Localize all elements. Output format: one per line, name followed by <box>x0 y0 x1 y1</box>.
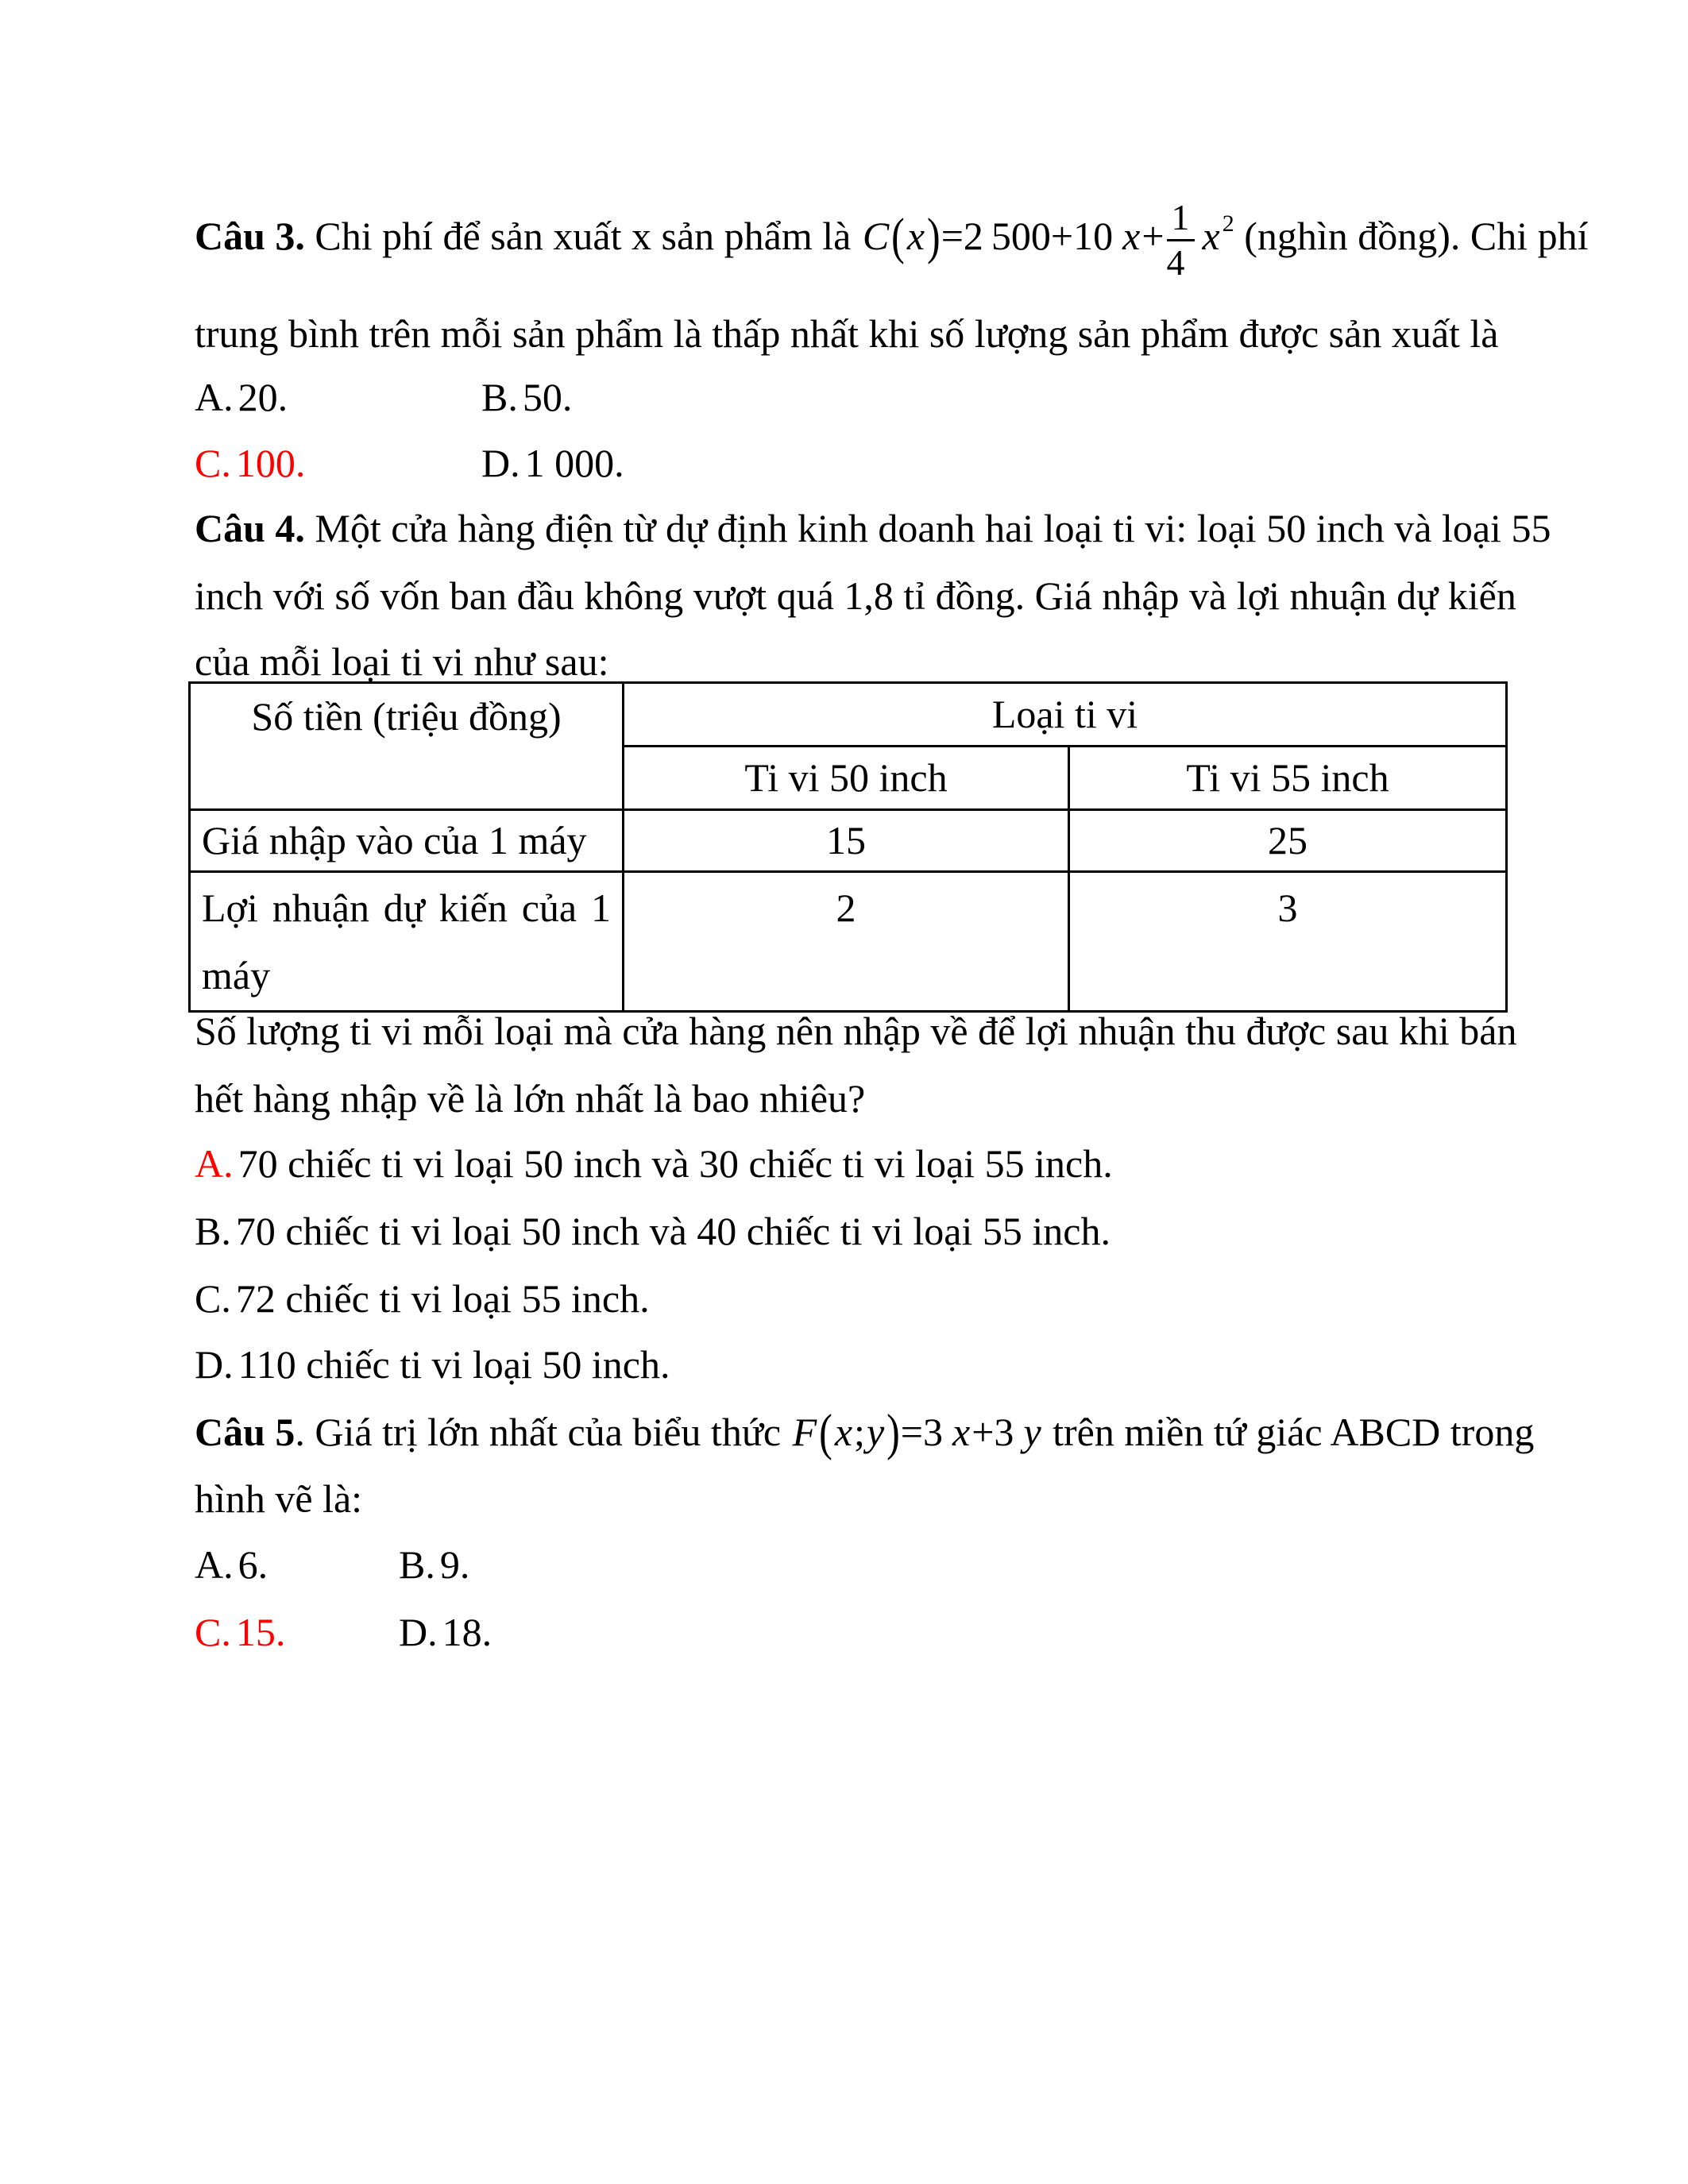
option-text: 15. <box>235 1610 286 1654</box>
option-key: C. <box>195 1276 231 1321</box>
option-key: A. <box>195 375 234 419</box>
q4-label: Câu 4. <box>195 506 305 550</box>
fraction-denominator: 4 <box>1166 242 1185 283</box>
option-text: 6. <box>238 1542 268 1587</box>
fraction-one-fourth <box>1167 196 1195 284</box>
q3-options-row2 <box>195 430 1493 497</box>
option-text: 110 chiếc ti vi loại 50 inch. <box>238 1342 670 1387</box>
formula-variable: x <box>1122 213 1141 258</box>
q3-intro-text: Chi phí để sản xuất x sản phẩm là <box>315 213 852 258</box>
q4-option-d <box>195 1331 1493 1399</box>
option-key: C. <box>195 441 231 485</box>
option-key: D. <box>399 1610 438 1654</box>
q5-line1 <box>195 1399 1535 1466</box>
option-text: 1 000. <box>524 441 624 485</box>
right-paren: ) <box>886 1403 900 1461</box>
q3-outro-text: (nghìn đồng). Chi phí <box>1244 213 1589 258</box>
option-key: A. <box>195 1141 234 1186</box>
left-paren: ( <box>891 206 905 265</box>
q3-line2: trung bình trên mỗi sản phẩm là thấp nhất khi số lượng sản phẩm được sản xuất là <box>195 311 1499 356</box>
q3-cost-formula <box>861 197 1234 283</box>
fraction-numerator: 1 <box>1167 196 1195 241</box>
option-key: A. <box>195 1542 234 1587</box>
option-key: C. <box>195 1610 231 1654</box>
q3-option-d <box>481 430 624 497</box>
option-text: 18. <box>442 1610 492 1654</box>
q3-line1 <box>195 196 1589 284</box>
q4-tail-line2: hết hàng nhập về là lớn nhất là bao nhiêu? <box>195 1076 866 1121</box>
cell-value: 2 <box>624 872 1069 1012</box>
option-key: B. <box>481 375 518 419</box>
q5-option-a <box>195 1531 399 1599</box>
table-group-header: Loại ti vi <box>624 683 1507 747</box>
q4-option-a-correct <box>195 1130 1493 1198</box>
formula-variable: x <box>952 1410 971 1454</box>
formula-separator: ; <box>854 1410 865 1454</box>
table-row-purchase-price <box>190 810 1507 872</box>
formula-variable: y <box>1023 1410 1041 1454</box>
q3-label: Câu 3. <box>195 213 305 258</box>
formula-plus: +3 <box>971 1410 1022 1454</box>
q3-option-a <box>195 364 481 431</box>
q5-line2: hình vẽ là: <box>195 1476 363 1521</box>
option-text: 72 chiếc ti vi loại 55 inch. <box>235 1276 650 1321</box>
q3-option-c-correct <box>195 430 481 497</box>
formula-variable: y <box>866 1410 885 1454</box>
q4-intro-text: Một cửa hàng điện từ dự định kinh doanh hai loại ti vi: loại 50 inch và loại 55 <box>315 506 1551 550</box>
left-paren: ( <box>819 1403 832 1461</box>
q5-objective-formula <box>791 1403 1043 1461</box>
q5-options-row1 <box>195 1531 1493 1599</box>
formula-body: =2 500+10 <box>941 213 1122 258</box>
q5-label: Câu 5 <box>195 1410 295 1454</box>
cell-value: 25 <box>1069 810 1507 872</box>
option-text: 20. <box>238 375 288 419</box>
q5-option-b <box>399 1531 469 1599</box>
cell-value: 15 <box>624 810 1069 872</box>
q4-line2: inch với số vốn ban đầu không vượt quá 1,8 tỉ đồng. Giá nhập và lợi nhuận dự kiến <box>195 573 1516 618</box>
q4-tail-line1: Số lượng ti vi mỗi loại mà cửa hàng nên nhập về để lợi nhuận thu được sau khi bán <box>195 1009 1517 1053</box>
q4-line1 <box>195 495 1551 562</box>
q4-line3: của mỗi loại ti vi như sau: <box>195 639 609 684</box>
table-col-header-50inch: Ti vi 50 inch <box>624 747 1069 810</box>
q5-outro-text: trên miền tứ giác ABCD trong <box>1053 1410 1535 1454</box>
formula-variable: x <box>906 213 925 258</box>
formula-variable: x <box>834 1410 853 1454</box>
q5-option-d <box>399 1599 492 1666</box>
row-label: Lợi nhuận dự kiến của 1 máy <box>190 872 624 1012</box>
option-text: 9. <box>439 1542 470 1587</box>
table-row-expected-profit <box>190 872 1507 1012</box>
table-col-header-55inch: Ti vi 55 inch <box>1069 747 1507 810</box>
q4-option-b <box>195 1198 1493 1265</box>
formula-variable: x <box>1202 213 1220 258</box>
option-text: 50. <box>522 375 573 419</box>
formula-function-name: F <box>792 1410 817 1454</box>
formula-body: =3 <box>900 1410 952 1454</box>
option-key: D. <box>195 1342 234 1387</box>
q3-option-b <box>481 364 572 431</box>
cell-value: 3 <box>1069 872 1507 1012</box>
tv-price-profit-table <box>188 681 1508 1013</box>
option-text: 70 chiếc ti vi loại 50 inch và 40 chiếc ti vi loại 55 inch. <box>235 1209 1111 1253</box>
formula-exponent: 2 <box>1222 210 1234 237</box>
option-text: 70 chiếc ti vi loại 50 inch và 30 chiếc ti vi loại 55 inch. <box>238 1141 1113 1186</box>
option-key: D. <box>481 441 520 485</box>
q5-options-row2 <box>195 1599 1493 1666</box>
table-corner-header: Số tiền (triệu đồng) <box>190 683 624 810</box>
formula-plus: + <box>1141 213 1165 258</box>
q4-option-c <box>195 1265 1493 1333</box>
formula-function-name: C <box>862 213 890 258</box>
option-text: 100. <box>235 441 306 485</box>
row-label: Giá nhập vào của 1 máy <box>190 810 624 872</box>
table-header-row-1 <box>190 683 1507 747</box>
q5-option-c-correct <box>195 1599 399 1666</box>
q5-intro-text: . Giá trị lớn nhất của biểu thức <box>295 1410 782 1454</box>
right-paren: ) <box>927 206 941 265</box>
q3-options-row1 <box>195 364 1493 431</box>
option-key: B. <box>195 1209 231 1253</box>
option-key: B. <box>399 1542 435 1587</box>
